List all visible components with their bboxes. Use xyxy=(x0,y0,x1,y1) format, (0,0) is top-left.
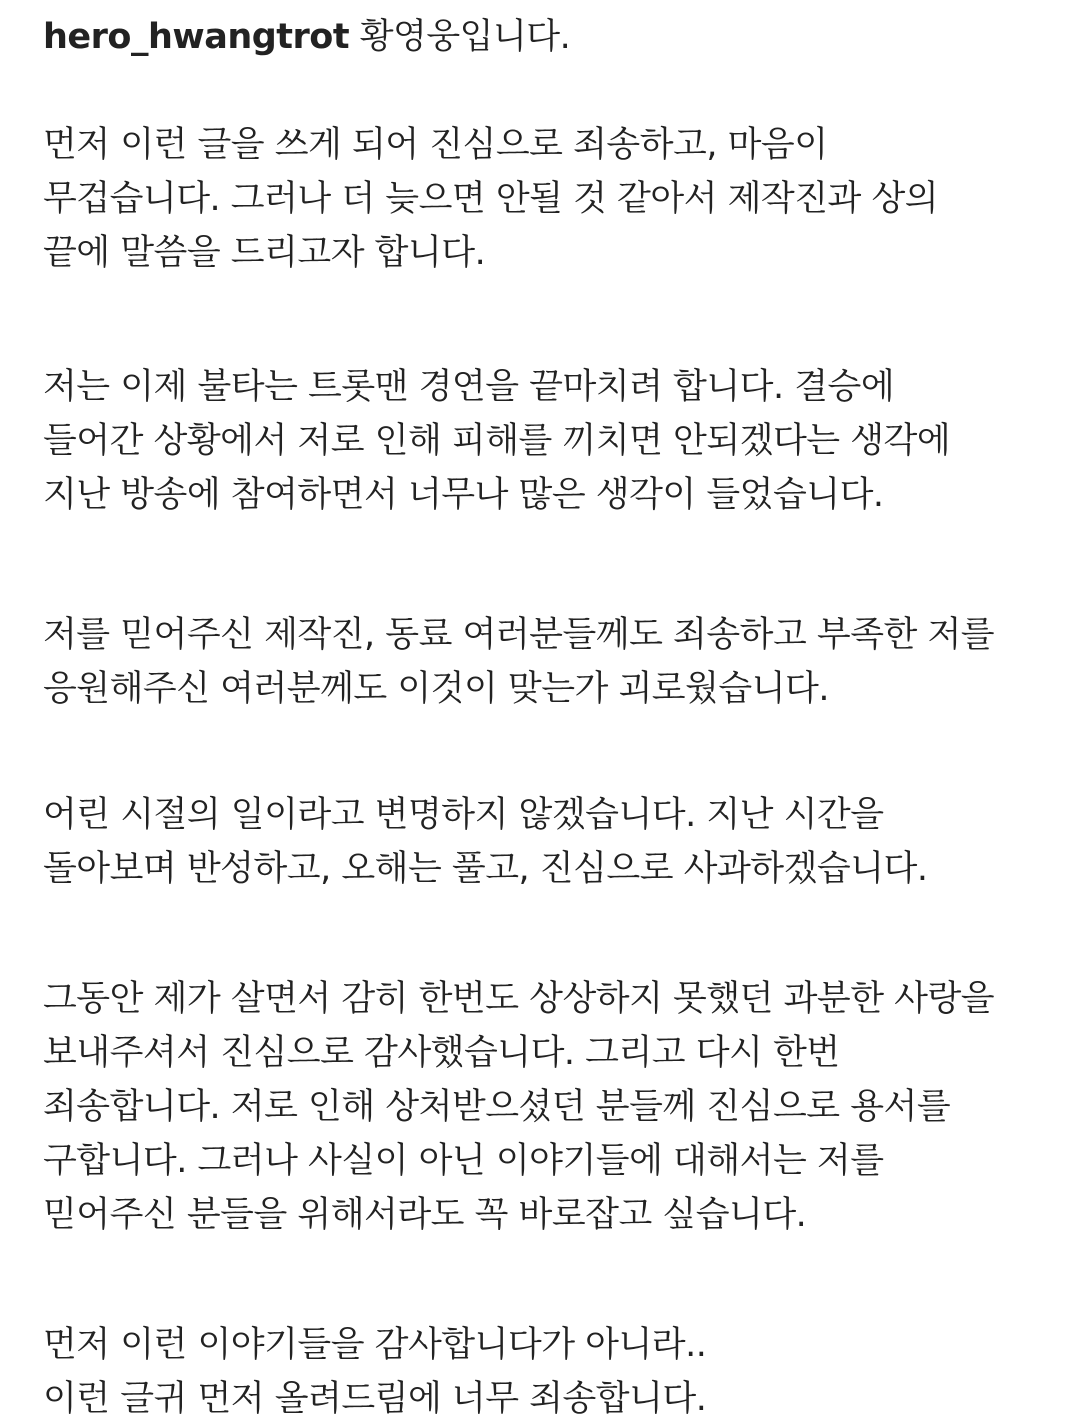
caption-paragraph xyxy=(43,1318,1053,1426)
caption-line: 죄송합니다. 저로 인해 상처받으셨던 분들께 진심으로 용서를 xyxy=(43,1087,951,1127)
caption-line: 응원해주신 여러분께도 이것이 맞는가 괴로웠습니다. xyxy=(43,669,829,709)
post-caption xyxy=(43,10,1053,1426)
caption-line: 먼저 이런 이야기들을 감사합니다가 아니라.. xyxy=(43,1325,707,1365)
caption-line: 끝에 말씀을 드리고자 합니다. xyxy=(43,233,486,273)
caption-line: 먼저 이런 글을 쓰게 되어 진심으로 죄송하고, 마음이 xyxy=(43,125,828,165)
caption-paragraph xyxy=(43,788,1053,896)
caption-line: 보내주셔서 진심으로 감사했습니다. 그리고 다시 한번 xyxy=(43,1033,840,1073)
caption-line: 어린 시절의 일이라고 변명하지 않겠습니다. 지난 시간을 xyxy=(43,795,884,835)
caption-line: 그동안 제가 살면서 감히 한번도 상상하지 못했던 과분한 사랑을 xyxy=(43,979,995,1019)
caption-line: 저는 이제 불타는 트롯맨 경연을 끝마치려 합니다. 결승에 xyxy=(43,367,895,407)
caption-line: 돌아보며 반성하고, 오해는 풀고, 진심으로 사과하겠습니다. xyxy=(43,849,928,889)
caption-header xyxy=(43,10,1053,64)
username-link[interactable]: hero_hwangtrot xyxy=(43,17,350,57)
caption-paragraph xyxy=(43,118,1053,280)
caption-line: 들어간 상황에서 저로 인해 피해를 끼치면 안되겠다는 생각에 xyxy=(43,421,951,461)
caption-paragraph xyxy=(43,972,1053,1242)
caption-line: 믿어주신 분들을 위해서라도 꼭 바로잡고 싶습니다. xyxy=(43,1195,807,1235)
caption-line: 구합니다. 그러나 사실이 아닌 이야기들에 대해서는 저를 xyxy=(43,1141,884,1181)
caption-paragraph xyxy=(43,608,1053,716)
caption-paragraph xyxy=(43,360,1053,522)
caption-line: 저를 믿어주신 제작진, 동료 여러분들께도 죄송하고 부족한 저를 xyxy=(43,615,995,655)
caption-line: 무겁습니다. 그러나 더 늦으면 안될 것 같아서 제작진과 상의 xyxy=(43,179,939,219)
caption-line: 지난 방송에 참여하면서 너무나 많은 생각이 들었습니다. xyxy=(43,475,884,515)
caption-line: 이런 글귀 먼저 올려드림에 너무 죄송합니다. xyxy=(43,1379,707,1419)
caption-intro: 황영웅입니다. xyxy=(349,17,571,57)
